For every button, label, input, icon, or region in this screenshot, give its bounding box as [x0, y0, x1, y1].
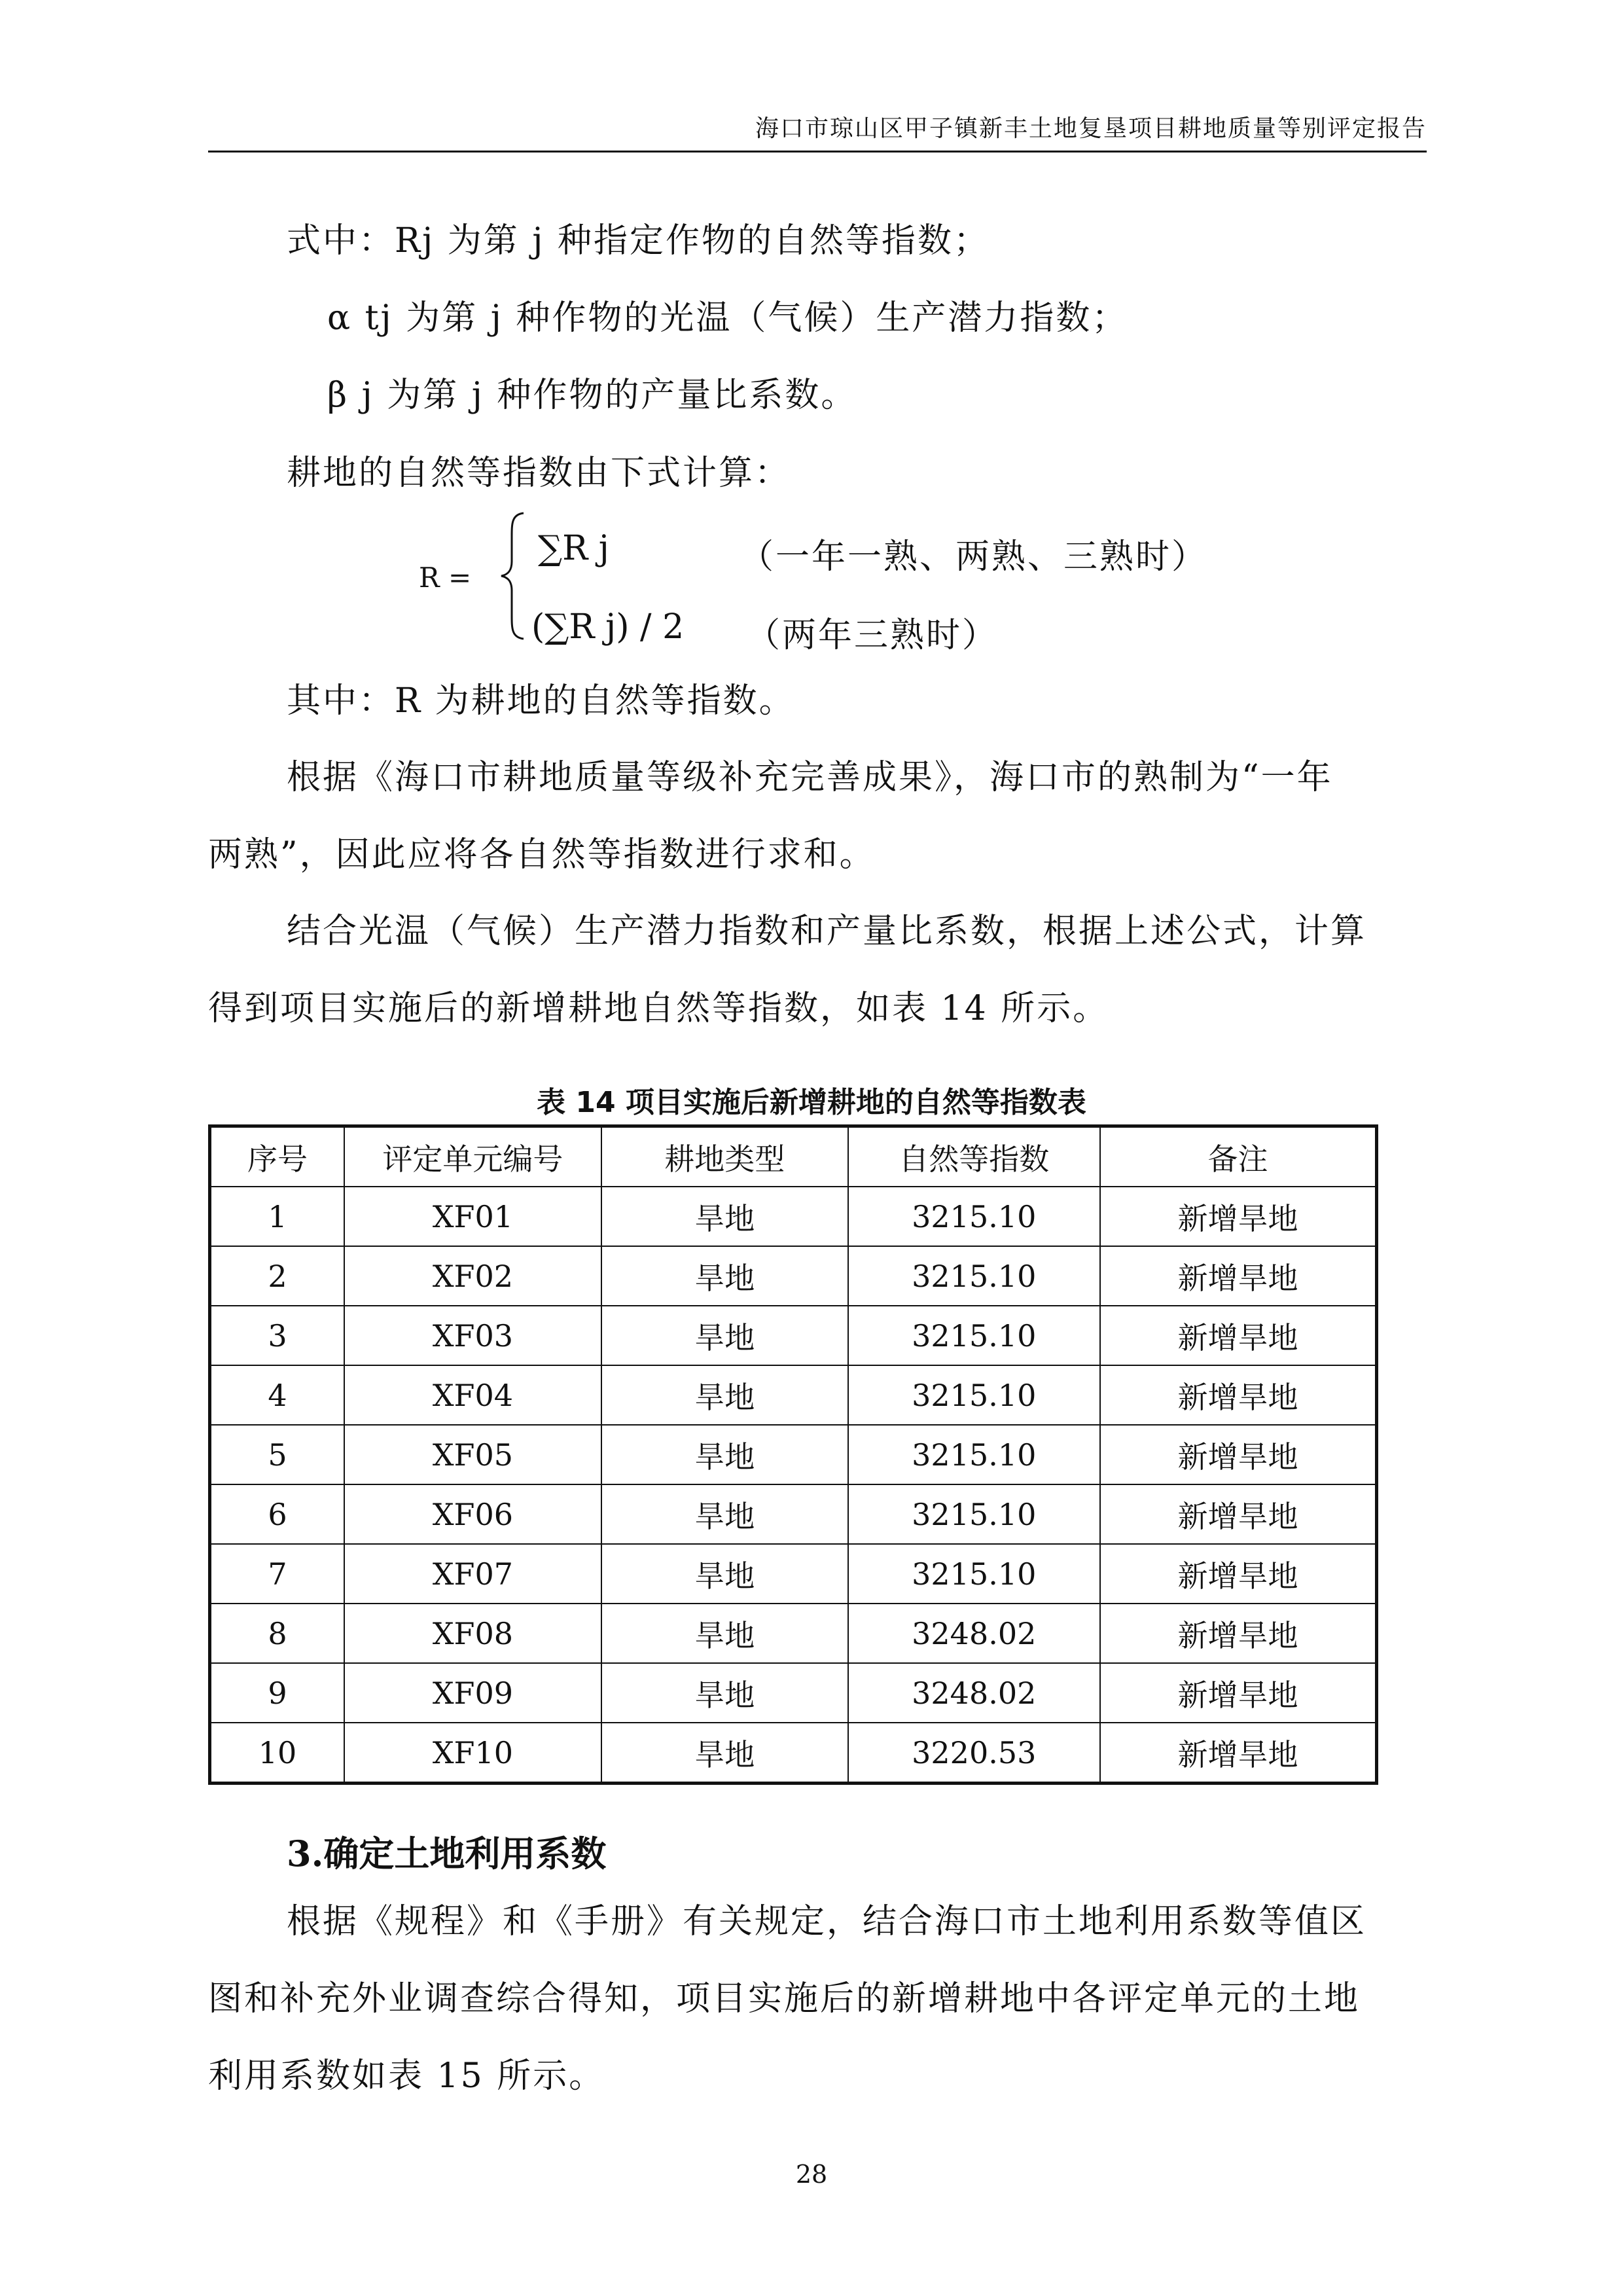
cell-land-type: 旱地 — [601, 1246, 848, 1306]
cell-serial: 5 — [210, 1425, 344, 1484]
cell-remark: 新增旱地 — [1100, 1723, 1377, 1784]
cell-serial: 10 — [210, 1723, 344, 1784]
cell-serial: 8 — [210, 1604, 344, 1663]
header-natural-index: 自然等指数 — [848, 1126, 1100, 1187]
table-row — [210, 1604, 1377, 1663]
table-row — [210, 1187, 1377, 1246]
cell-unit-code: XF03 — [344, 1306, 601, 1365]
formula-lhs: R = — [419, 562, 472, 594]
cell-natural-index: 3215.10 — [848, 1484, 1100, 1544]
paragraph-rj-definition: 式中：Rj 为第 j 种指定作物的自然等指数； — [287, 221, 990, 260]
cell-land-type: 旱地 — [601, 1425, 848, 1484]
cell-remark: 新增旱地 — [1100, 1365, 1377, 1425]
formula-case1-expression: ∑R j — [538, 529, 609, 568]
cell-serial: 2 — [210, 1246, 344, 1306]
header-unit-code: 评定单元编号 — [344, 1126, 601, 1187]
cell-natural-index: 3215.10 — [848, 1365, 1100, 1425]
cell-remark: 新增旱地 — [1100, 1306, 1377, 1365]
formula-case2-condition: （两年三熟时） — [746, 616, 999, 655]
paragraph-r-definition: 其中：R 为耕地的自然等指数。 — [287, 681, 795, 721]
cell-natural-index: 3220.53 — [848, 1723, 1100, 1784]
cell-land-type: 旱地 — [601, 1604, 848, 1663]
formula-case2-expression: (∑R j) / 2 — [531, 607, 685, 647]
header-serial: 序号 — [210, 1126, 344, 1187]
paragraph-beta-definition: β j 为第 j 种作物的产量比系数。 — [327, 376, 857, 415]
cell-natural-index: 3215.10 — [848, 1544, 1100, 1604]
table-row — [210, 1246, 1377, 1306]
curly-brace-icon — [497, 511, 530, 641]
table-row — [210, 1663, 1377, 1723]
cell-unit-code: XF09 — [344, 1663, 601, 1723]
cell-natural-index: 3248.02 — [848, 1604, 1100, 1663]
cell-serial: 3 — [210, 1306, 344, 1365]
cell-serial: 7 — [210, 1544, 344, 1604]
header-land-type: 耕地类型 — [601, 1126, 848, 1187]
cell-remark: 新增旱地 — [1100, 1187, 1377, 1246]
cell-land-type: 旱地 — [601, 1544, 848, 1604]
paragraph-land-use-line1: 根据《规程》和《手册》有关规定，结合海口市土地利用系数等值区 — [287, 1902, 1367, 1941]
cell-unit-code: XF04 — [344, 1365, 601, 1425]
cell-land-type: 旱地 — [601, 1723, 848, 1784]
running-header: 海口市琼山区甲子镇新丰土地复垦项目耕地质量等别评定报告 — [755, 115, 1427, 142]
paragraph-calculation-line1: 结合光温（气候）生产潜力指数和产量比系数，根据上述公式，计算 — [287, 912, 1367, 951]
paragraph-ripening-line1: 根据《海口市耕地质量等级补充完善成果》，海口市的熟制为“一年 — [287, 758, 1333, 797]
cell-unit-code: XF08 — [344, 1604, 601, 1663]
paragraph-land-use-line3: 利用系数如表 15 所示。 — [208, 2056, 605, 2096]
cell-land-type: 旱地 — [601, 1306, 848, 1365]
cell-unit-code: XF06 — [344, 1484, 601, 1544]
cell-serial: 6 — [210, 1484, 344, 1544]
section-heading: 3.确定土地利用系数 — [287, 1833, 607, 1874]
cell-land-type: 旱地 — [601, 1187, 848, 1246]
table-row — [210, 1306, 1377, 1365]
natural-index-table — [208, 1124, 1378, 1785]
cell-remark: 新增旱地 — [1100, 1484, 1377, 1544]
cell-remark: 新增旱地 — [1100, 1246, 1377, 1306]
cell-remark: 新增旱地 — [1100, 1544, 1377, 1604]
cell-natural-index: 3215.10 — [848, 1306, 1100, 1365]
cell-natural-index: 3215.10 — [848, 1246, 1100, 1306]
cell-remark: 新增旱地 — [1100, 1425, 1377, 1484]
cell-land-type: 旱地 — [601, 1484, 848, 1544]
paragraph-formula-intro: 耕地的自然等指数由下式计算： — [287, 454, 791, 493]
cell-land-type: 旱地 — [601, 1365, 848, 1425]
cell-remark: 新增旱地 — [1100, 1663, 1377, 1723]
cell-land-type: 旱地 — [601, 1663, 848, 1723]
cell-natural-index: 3248.02 — [848, 1663, 1100, 1723]
paragraph-calculation-line2: 得到项目实施后的新增耕地自然等指数，如表 14 所示。 — [208, 989, 1109, 1028]
table-row — [210, 1484, 1377, 1544]
table-caption: 表 14 项目实施后新增耕地的自然等指数表 — [537, 1086, 1086, 1119]
cell-unit-code: XF10 — [344, 1723, 601, 1784]
paragraph-ripening-line2: 两熟”，因此应将各自然等指数进行求和。 — [208, 835, 876, 874]
table-row — [210, 1365, 1377, 1425]
cell-remark: 新增旱地 — [1100, 1604, 1377, 1663]
cell-unit-code: XF07 — [344, 1544, 601, 1604]
paragraph-alpha-definition: α tj 为第 j 种作物的光温（气候）生产潜力指数； — [327, 298, 1128, 338]
table-row — [210, 1425, 1377, 1484]
cell-unit-code: XF01 — [344, 1187, 601, 1246]
cell-serial: 1 — [210, 1187, 344, 1246]
paragraph-land-use-line2: 图和补充外业调查综合得知，项目实施后的新增耕地中各评定单元的土地 — [208, 1979, 1361, 2018]
cell-natural-index: 3215.10 — [848, 1425, 1100, 1484]
table-header-row — [210, 1126, 1377, 1187]
cell-unit-code: XF05 — [344, 1425, 601, 1484]
cell-unit-code: XF02 — [344, 1246, 601, 1306]
table-row — [210, 1544, 1377, 1604]
cell-natural-index: 3215.10 — [848, 1187, 1100, 1246]
table-row — [210, 1723, 1377, 1784]
header-rule — [208, 151, 1427, 152]
header-remark: 备注 — [1100, 1126, 1377, 1187]
cell-serial: 4 — [210, 1365, 344, 1425]
page-number: 28 — [795, 2160, 828, 2189]
cell-serial: 9 — [210, 1663, 344, 1723]
formula-case1-condition: （一年一熟、两熟、三熟时） — [740, 537, 1208, 577]
